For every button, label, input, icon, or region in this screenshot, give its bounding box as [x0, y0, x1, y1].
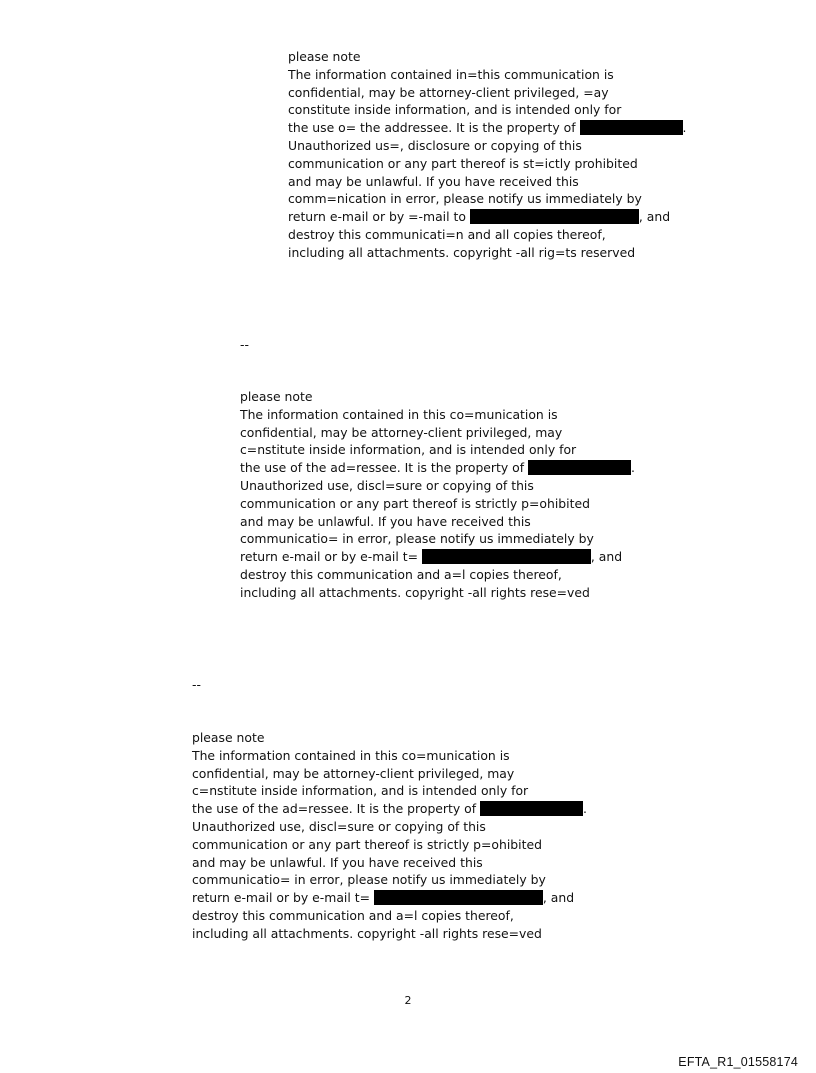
notice-line-text: , and — [590, 549, 623, 565]
notice-line: Unauthorized use, discl=sure or copying of this — [192, 818, 486, 834]
confidentiality-notice — [240, 388, 635, 602]
notice-heading: please note — [192, 730, 265, 745]
separator: -- — [240, 337, 249, 352]
confidentiality-notice — [192, 729, 587, 943]
notice-line: confidential, may be attorney-client privileged, may — [240, 424, 563, 440]
redaction-bar — [422, 549, 591, 564]
notice-line-text: return e-mail or by =-mail to — [288, 209, 470, 225]
notice-line: communicatio= in error, please notify us immediately by — [192, 872, 546, 888]
redaction-bar — [580, 120, 683, 135]
page-number: 2 — [404, 994, 412, 1007]
notice-line: including all attachments. copyright -all rights rese=ved — [192, 925, 542, 941]
notice-line: c=nstitute inside information, and is intended only for — [240, 442, 577, 458]
notice-line-text: , and — [542, 890, 575, 906]
confidentiality-notice — [288, 48, 687, 262]
notice-line — [192, 889, 587, 907]
redaction-bar — [528, 460, 631, 475]
separator: -- — [192, 677, 201, 692]
notice-line: The information contained in this co=munication is — [240, 406, 558, 422]
notice-line-text: . — [631, 460, 635, 476]
notice-line: constitute inside information, and is intended only for — [288, 102, 622, 118]
notice-line: destroy this communication and a=l copies thereof, — [192, 907, 514, 923]
notice-line: communication or any part thereof is strictly p=ohibited — [240, 495, 590, 511]
notice-heading: please note — [288, 49, 361, 64]
notice-line: including all attachments. copyright -all rig=ts reserved — [288, 244, 636, 260]
notice-line-text: the use of the ad=ressee. It is the property of — [240, 460, 529, 476]
notice-line — [240, 459, 635, 477]
notice-line: The information contained in=this communication is — [288, 66, 614, 82]
notice-line: comm=nication in error, please notify us immediately by — [288, 191, 642, 207]
notice-line: and may be unlawful. If you have received this — [240, 513, 531, 529]
notice-line: Unauthorized us=, disclosure or copying of this — [288, 137, 582, 153]
bates-number: EFTA_R1_01558174 — [678, 1055, 798, 1069]
notice-line-text: the use o= the addressee. It is the property of — [288, 120, 580, 136]
notice-line: confidential, may be attorney-client privileged, may — [192, 765, 515, 781]
notice-line: communication or any part thereof is strictly p=ohibited — [192, 836, 542, 852]
redaction-bar — [374, 890, 543, 905]
notice-line: The information contained in this co=munication is — [192, 747, 510, 763]
notice-heading: please note — [240, 389, 313, 404]
notice-line: destroy this communicati=n and all copies thereof, — [288, 226, 606, 242]
notice-line — [240, 548, 635, 566]
notice-line — [192, 800, 587, 818]
notice-line: including all attachments. copyright -all rights rese=ved — [240, 584, 590, 600]
notice-line: and may be unlawful. If you have received this — [288, 173, 579, 189]
notice-line: destroy this communication and a=l copies thereof, — [240, 566, 562, 582]
notice-line-text: , and — [638, 209, 671, 225]
notice-line: confidential, may be attorney-client privileged, =ay — [288, 84, 609, 100]
notice-line-text: return e-mail or by e-mail t= — [192, 890, 374, 906]
redaction-bar — [470, 209, 639, 224]
notice-line: and may be unlawful. If you have received this — [192, 854, 483, 870]
notice-line-text: . — [583, 801, 587, 817]
notice-line: communicatio= in error, please notify us immediately by — [240, 531, 594, 547]
notice-line-text: . — [682, 120, 687, 136]
notice-line — [288, 119, 687, 137]
redaction-bar — [480, 801, 583, 816]
notice-line: communication or any part thereof is st=ictly prohibited — [288, 155, 638, 171]
notice-line-text: return e-mail or by e-mail t= — [240, 549, 422, 565]
notice-line — [288, 208, 687, 226]
notice-line: c=nstitute inside information, and is intended only for — [192, 783, 529, 799]
notice-line: Unauthorized use, discl=sure or copying of this — [240, 477, 534, 493]
notice-line-text: the use of the ad=ressee. It is the property of — [192, 801, 481, 817]
